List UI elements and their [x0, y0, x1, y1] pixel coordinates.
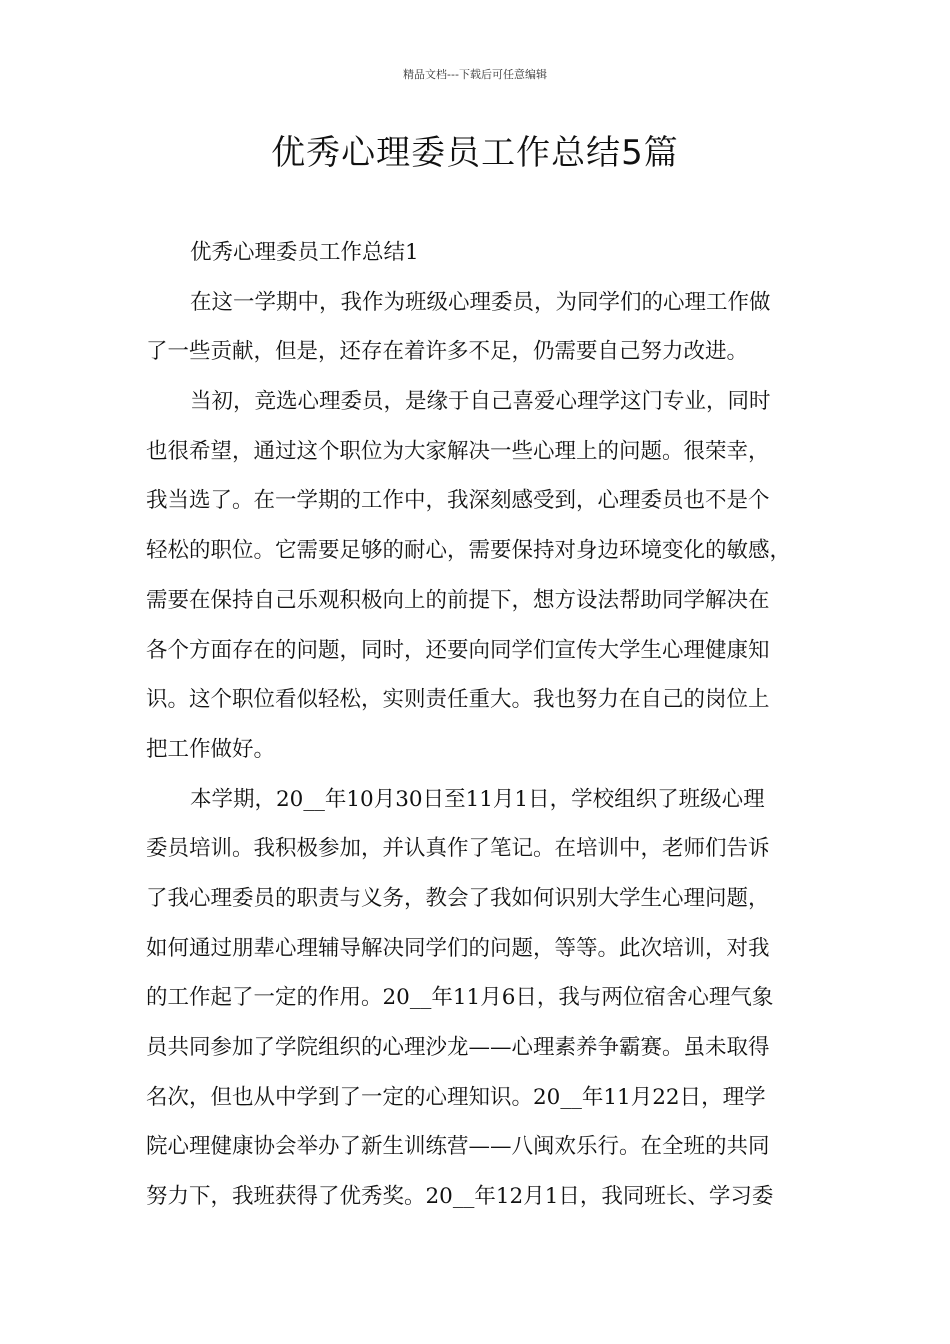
paragraph-line: 当初，竞选心理委员，是缘于自己喜爱心理学这门专业，同时 — [190, 389, 771, 415]
paragraph-line: 轻松的职位。它需要足够的耐心，需要保持对身边环境变化的敏感， — [146, 538, 792, 564]
document-body — [146, 228, 816, 1222]
paragraph-line: 也很希望，通过这个职位为大家解决一些心理上的问题。很荣幸， — [146, 438, 770, 464]
paragraph-line: 本学期，20__年10月30日至11月1日，学校组织了班级心理 — [190, 786, 765, 812]
paragraph-line: 在这一学期中，我作为班级心理委员，为同学们的心理工作做 — [190, 289, 771, 315]
paragraph-line: 把工作做好。 — [146, 736, 276, 762]
paragraph-line: 院心理健康协会举办了新生训练营——八闽欢乐行。在全班的共同 — [146, 1134, 770, 1160]
paragraph-line: 了我心理委员的职责与义务，教会了我如何识别大学生心理问题， — [146, 885, 770, 911]
paragraph-line: 名次，但也从中学到了一定的心理知识。20__年11月22日，理学 — [146, 1084, 766, 1110]
paragraph-line: 需要在保持自己乐观积极向上的前提下，想方设法帮助同学解决在 — [146, 587, 770, 613]
paragraph-line: 如何通过朋辈心理辅导解决同学们的问题，等等。此次培训，对我 — [146, 935, 770, 961]
document-title: 优秀心理委员工作总结5篇 — [271, 133, 679, 173]
paragraph-line: 委员培训。我积极参加，并认真作了笔记。在培训中，老师们告诉 — [146, 836, 770, 862]
section-heading: 优秀心理委员工作总结1 — [190, 240, 419, 265]
paragraph-line: 我当选了。在一学期的工作中，我深刻感受到，心理委员也不是个 — [146, 488, 770, 514]
paragraph-line: 识。这个职位看似轻松，实则责任重大。我也努力在自己的岗位上 — [146, 687, 770, 713]
paragraph-line: 的工作起了一定的作用。20__年11月6日，我与两位宿舍心理气象 — [146, 985, 774, 1011]
paragraph-line: 努力下，我班获得了优秀奖。20__年12月1日，我同班长、学习委 — [146, 1184, 774, 1210]
paragraph-line: 员共同参加了学院组织的心理沙龙——心理素养争霸赛。虽未取得 — [146, 1035, 770, 1060]
header-note: 精品文档---下载后可任意编辑 — [403, 68, 547, 81]
paragraph-line: 了一些贡献，但是，还存在着许多不足，仍需要自己努力改进。 — [146, 339, 749, 365]
paragraph-line: 各个方面存在的问题，同时，还要向同学们宣传大学生心理健康知 — [146, 637, 770, 663]
